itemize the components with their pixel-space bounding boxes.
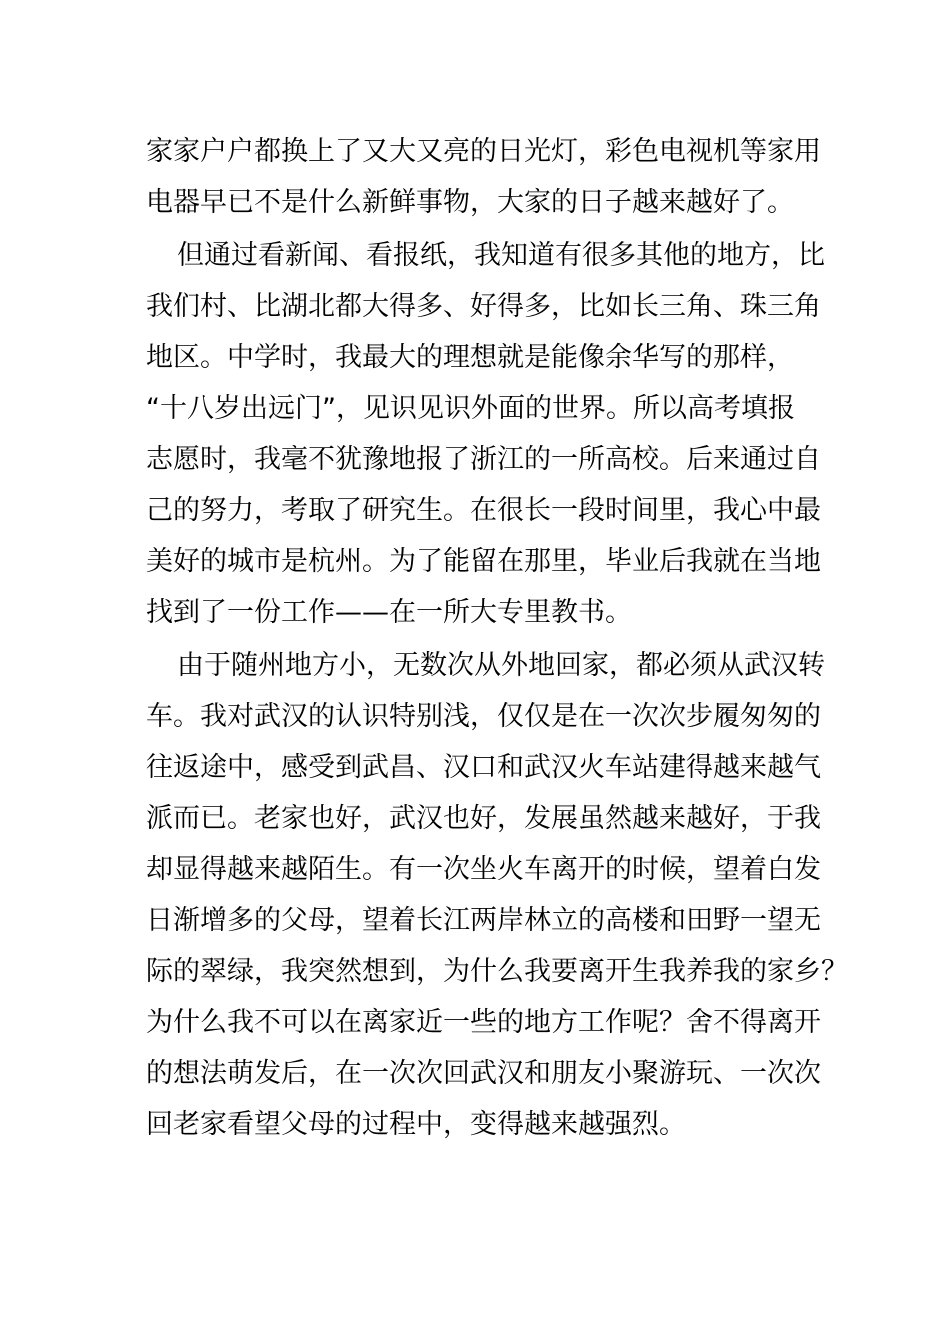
text-line: 志愿时，我毫不犹豫地报了浙江的一所高校。后来通过自 (146, 444, 821, 475)
text-line: “十八岁出远门”，见识见识外面的世界。所以高考填报 (146, 393, 795, 424)
text-line: 由于随州地方小，无数次从外地回家，都必须从武汉转 (177, 650, 825, 681)
text-line: 回老家看望父母的过程中，变得越来越强烈。 (146, 1109, 686, 1140)
text-line: 己的努力，考取了研究生。在很长一段时间里，我心中最 (146, 495, 821, 526)
text-line: 日渐增多的父母，望着长江两岸林立的高楼和田野一望无 (146, 905, 821, 936)
text-line: 往返途中，感受到武昌、汉口和武汉火车站建得越来越气 (146, 752, 821, 783)
paragraph-3 (146, 640, 848, 1150)
text-line: 派而已。老家也好，武汉也好，发展虽然越来越好，于我 (146, 803, 821, 834)
text-line: 美好的城市是杭州。为了能留在那里，毕业后我就在当地 (146, 546, 821, 577)
text-line: 地区。中学时，我最大的理想就是能像余华写的那样， (146, 342, 794, 373)
paragraph-2 (146, 230, 825, 638)
text-line: 车。我对武汉的认识特别浅，仅仅是在一次次步履匆匆的 (146, 701, 821, 732)
text-line: 际的翠绿，我突然想到，为什么我要离开生我养我的家乡？ (146, 956, 848, 987)
body-text (146, 126, 848, 1150)
text-line: 家家户户都换上了又大又亮的日光灯，彩色电视机等家用 (146, 136, 821, 167)
text-line: 的想法萌发后，在一次次回武汉和朋友小聚游玩、一次次 (146, 1058, 821, 1089)
text-line: 电器早已不是什么新鲜事物，大家的日子越来越好了。 (146, 187, 794, 218)
paragraph-1 (146, 126, 821, 228)
text-line: 为什么我不可以在离家近一些的地方工作呢？舍不得离开 (146, 1007, 821, 1038)
text-line: 却显得越来越陌生。有一次坐火车离开的时候，望着白发 (146, 854, 821, 885)
text-line: 找到了一份工作——在一所大专里教书。 (146, 597, 632, 628)
text-line: 但通过看新闻、看报纸，我知道有很多其他的地方，比 (177, 240, 825, 271)
text-line: 我们村、比湖北都大得多、好得多，比如长三角、珠三角 (146, 291, 821, 322)
